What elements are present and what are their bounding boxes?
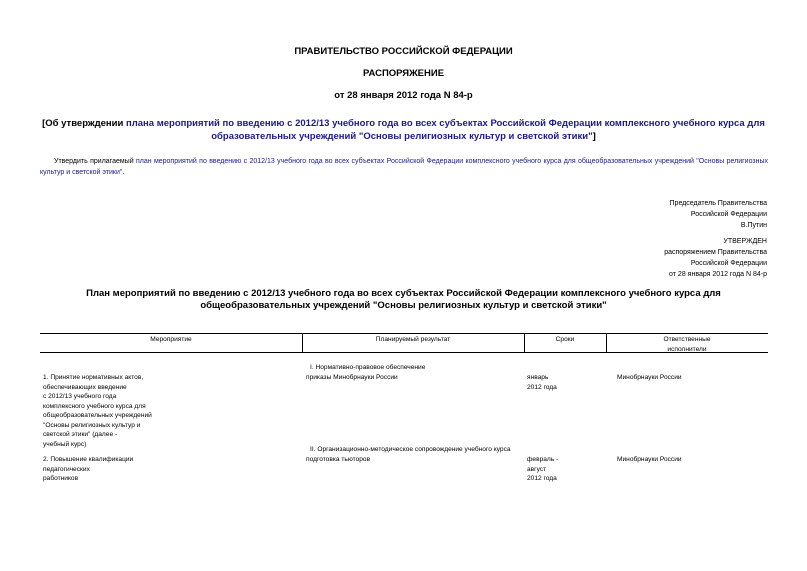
row1-activity-line: с 2012/13 учебного года: [43, 393, 117, 400]
approval-line-3: Российской Федерации: [690, 260, 767, 267]
row1-deadline-line: январь: [527, 374, 549, 381]
table-top-rule: [40, 333, 768, 334]
row2-deadline-line: февраль -: [527, 456, 559, 463]
signature-block: [670, 198, 767, 231]
row1-activity-line: комплексного учебного курса для: [43, 402, 146, 410]
row2-activity-line: 2. Повышение квалификации: [43, 456, 134, 463]
signature-line-2: Российской Федерации: [690, 211, 767, 218]
row2-result: подготовка тьюторов: [306, 456, 371, 463]
body-paragraph: [40, 156, 768, 178]
row2-deadline: [527, 455, 605, 484]
signature-name: В.Путин: [740, 222, 767, 229]
body-text-after: .: [122, 169, 125, 176]
row2-responsible: Минобрнауки России: [617, 456, 682, 463]
row1-activity: [43, 373, 298, 449]
row1-responsible: Минобрнауки России: [617, 374, 682, 381]
header-activity: Мероприятие: [150, 336, 192, 343]
row1-activity-line: учебный курс): [43, 440, 87, 448]
approval-block: [664, 236, 767, 280]
title-suffix: ]: [592, 131, 596, 142]
header-responsible-line-2: исполнители: [667, 345, 707, 353]
header-deadline: Сроки: [555, 336, 575, 343]
approval-line-4: от 28 января 2012 года N 84-р: [669, 271, 767, 278]
row2-activity-line: педагогических: [43, 465, 90, 473]
row1-activity-line: обеспечивающих введение: [43, 383, 127, 391]
header-responsible-line-1: Ответственные: [663, 336, 711, 343]
row2-activity-line: работников: [43, 475, 79, 482]
row1-activity-line: "Основы религиозных культур и: [43, 421, 141, 429]
title-prefix: [Об утверждении: [42, 118, 126, 129]
title-link[interactable]: плана мероприятий по введению с 2012/13 учебного года во всех субъектах Российской Федерации комплексного учебного курса для образовательных учреждений "Основы религиозных культур и светской этики": [125, 118, 765, 142]
row2-deadline-line: 2012 года: [527, 475, 557, 482]
row1-activity-line: светской этики" (далее -: [43, 431, 118, 438]
row2-deadline-line: август: [527, 465, 547, 473]
table-header-rule: [40, 352, 768, 353]
document-date-number: от 28 января 2012 года N 84-р: [334, 90, 473, 101]
row1-deadline-line: 2012 года: [527, 383, 557, 391]
section-heading: I. Нормативно-правовое обеспечение: [310, 364, 426, 371]
body-text-before: Утвердить прилагаемый: [54, 158, 136, 165]
document-type: РАСПОРЯЖЕНИЕ: [362, 68, 445, 79]
row1-result: приказы Минобрнауки России: [306, 374, 398, 381]
header-result: Планируемый результат: [375, 336, 451, 343]
signature-line-1: Председатель Правительства: [669, 200, 767, 207]
row2-activity: [43, 455, 298, 484]
body-plan-link[interactable]: план мероприятий по введению с 2012/13 учебного года во всех субъектах Российской Федерации комплексного учебного курса для общеобразовательных учреждений "Основы религиозных культур и светской этики": [40, 158, 768, 176]
document-title: [40, 117, 767, 143]
approval-line-1: УТВЕРЖДЕН: [723, 238, 767, 245]
approval-line-2: распоряжением Правительства: [664, 249, 767, 256]
section-heading: II. Организационно-методическое сопровождение учебного курса: [310, 446, 511, 453]
government-heading: ПРАВИТЕЛЬСТВО РОССИЙСКОЙ ФЕДЕРАЦИИ: [294, 46, 513, 57]
plan-title: План мероприятий по введению с 2012/13 учебного года во всех субъектах Российской Федерации комплексного учебного курса для общеобразовательных учреждений "Основы религиозных культур и светской этики": [86, 288, 721, 311]
row1-activity-line: общеобразовательных учреждений: [43, 412, 152, 419]
row1-activity-line: 1. Принятие нормативных актов,: [43, 374, 144, 381]
row1-deadline: [527, 373, 605, 392]
